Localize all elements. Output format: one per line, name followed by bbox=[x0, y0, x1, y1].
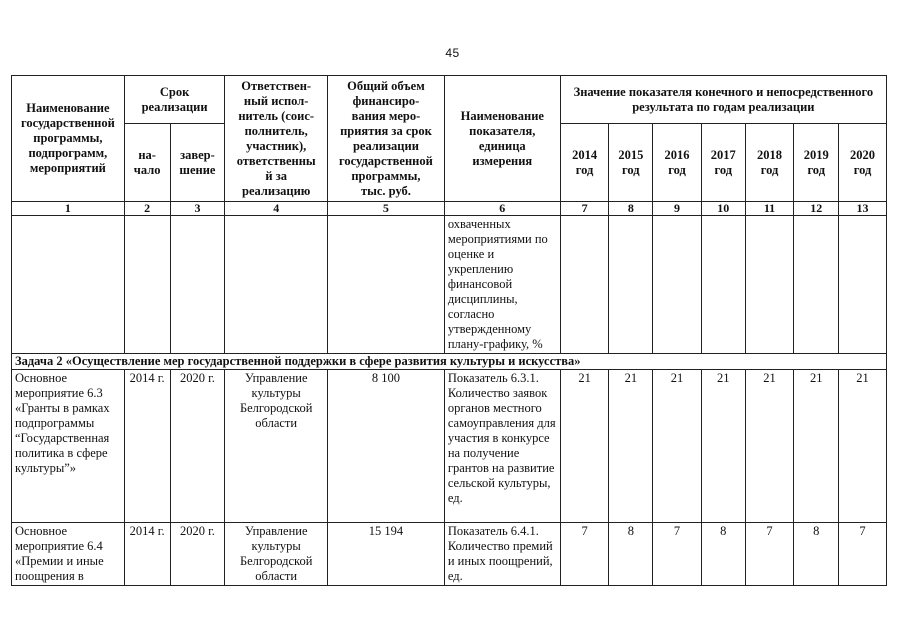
value-cell: 21 bbox=[653, 370, 702, 523]
header-financing: Общий объем финансиро- вания меро- приятия за срок реализации государственной программы, тыс. руб. bbox=[328, 76, 445, 202]
header-year: 2015 год bbox=[609, 124, 653, 202]
executor: Управление культуры Белгородской области bbox=[225, 523, 328, 586]
header-start: на- чало bbox=[124, 124, 170, 202]
value-cell: 7 bbox=[653, 523, 702, 586]
empty-cell bbox=[225, 216, 328, 354]
header-year: 2020 год bbox=[839, 124, 887, 202]
header-executor: Ответствен- ный испол- нитель (соис- полнитель, участник), ответственны й за реализацию bbox=[225, 76, 328, 202]
empty-cell bbox=[124, 216, 170, 354]
header-year: 2017 год bbox=[701, 124, 745, 202]
column-number: 6 bbox=[444, 202, 560, 216]
column-number: 1 bbox=[12, 202, 125, 216]
empty-cell bbox=[170, 216, 225, 354]
header-indicator: Наименование показателя, единица измерения bbox=[444, 76, 560, 202]
header-year: 2019 год bbox=[794, 124, 839, 202]
value-cell: 7 bbox=[745, 523, 794, 586]
task-row bbox=[12, 354, 887, 370]
value-cell: 8 bbox=[794, 523, 839, 586]
value-cell: 7 bbox=[839, 523, 887, 586]
value-cell: 21 bbox=[839, 370, 887, 523]
end-year: 2020 г. bbox=[170, 523, 225, 586]
value-cell: 21 bbox=[745, 370, 794, 523]
column-number: 9 bbox=[653, 202, 702, 216]
empty-cell bbox=[794, 216, 839, 354]
column-number: 10 bbox=[701, 202, 745, 216]
table-row bbox=[12, 216, 887, 354]
header-period: Срок реализации bbox=[124, 76, 225, 124]
header-end: завер- шение bbox=[170, 124, 225, 202]
empty-cell bbox=[609, 216, 653, 354]
empty-cell bbox=[12, 216, 125, 354]
header-values: Значение показателя конечного и непосредственного результата по годам реализации bbox=[560, 76, 886, 124]
column-number: 4 bbox=[225, 202, 328, 216]
header-year: 2014 год bbox=[560, 124, 609, 202]
value-cell: 7 bbox=[560, 523, 609, 586]
program-table bbox=[11, 75, 887, 586]
indicator-cell: Показатель 6.3.1. Количество заявок органов местного самоуправления для участия в конкурсе на получение грантов на развитие сельской культуры, ед. bbox=[444, 370, 560, 523]
column-numbers-row bbox=[12, 202, 887, 216]
value-cell: 21 bbox=[560, 370, 609, 523]
task-title: Задача 2 «Осуществление мер государственной поддержки в сфере развития культуры и искусства» bbox=[12, 354, 887, 370]
column-number: 11 bbox=[745, 202, 794, 216]
value-cell: 21 bbox=[701, 370, 745, 523]
start-year: 2014 г. bbox=[124, 523, 170, 586]
start-year: 2014 г. bbox=[124, 370, 170, 523]
measure-name: Основное мероприятие 6.4 «Премии и иные поощрения в bbox=[12, 523, 125, 586]
empty-cell bbox=[653, 216, 702, 354]
table-row bbox=[12, 370, 887, 523]
empty-cell bbox=[745, 216, 794, 354]
column-number: 8 bbox=[609, 202, 653, 216]
executor: Управление культуры Белгородской области bbox=[225, 370, 328, 523]
end-year: 2020 г. bbox=[170, 370, 225, 523]
value-cell: 8 bbox=[701, 523, 745, 586]
measure-name: Основное мероприятие 6.3 «Гранты в рамках подпрограммы “Государственная политика в сфере культуры”» bbox=[12, 370, 125, 523]
financing: 8 100 bbox=[328, 370, 445, 523]
empty-cell bbox=[701, 216, 745, 354]
header-program-name: Наименование государственной программы, подпрограмм, мероприятий bbox=[12, 76, 125, 202]
indicator-cell: охваченных мероприятиями по оценке и укреплению финансовой дисциплины, согласно утвержденному плану-графику, % bbox=[444, 216, 560, 354]
value-cell: 21 bbox=[794, 370, 839, 523]
empty-cell bbox=[328, 216, 445, 354]
financing: 15 194 bbox=[328, 523, 445, 586]
column-number: 13 bbox=[839, 202, 887, 216]
column-number: 7 bbox=[560, 202, 609, 216]
value-cell: 8 bbox=[609, 523, 653, 586]
empty-cell bbox=[560, 216, 609, 354]
column-number: 5 bbox=[328, 202, 445, 216]
column-number: 12 bbox=[794, 202, 839, 216]
table-row bbox=[12, 523, 887, 586]
header-year: 2018 год bbox=[745, 124, 794, 202]
empty-cell bbox=[839, 216, 887, 354]
column-number: 3 bbox=[170, 202, 225, 216]
column-number: 2 bbox=[124, 202, 170, 216]
value-cell: 21 bbox=[609, 370, 653, 523]
header-year: 2016 год bbox=[653, 124, 702, 202]
page-number: 45 bbox=[445, 46, 460, 60]
indicator-cell: Показатель 6.4.1. Количество премий и иных поощрений, ед. bbox=[444, 523, 560, 586]
